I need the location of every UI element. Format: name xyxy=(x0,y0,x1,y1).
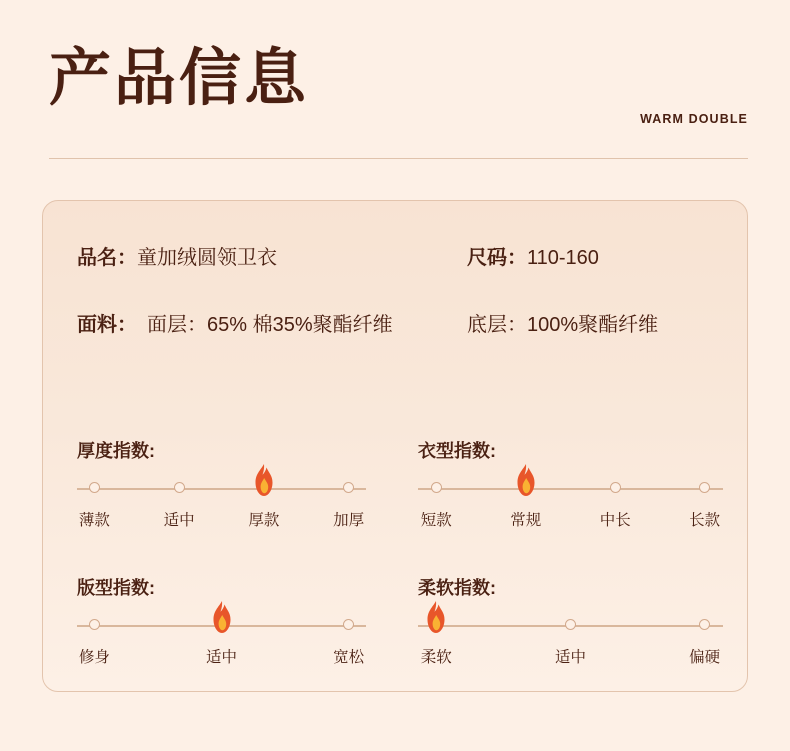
index-section xyxy=(77,437,723,711)
scale-label: 宽松 xyxy=(333,649,365,666)
page-title: 产品信息 xyxy=(49,44,310,113)
scale-label: 常规 xyxy=(510,512,542,529)
scale-label: 偏硬 xyxy=(689,649,721,666)
brand-subtitle: WARM DOUBLE xyxy=(640,112,748,126)
size-value: 110-160 xyxy=(527,247,599,269)
info-card xyxy=(42,200,748,692)
scale-dot[interactable] xyxy=(89,482,100,493)
fabric-inner-value: 底层：100%聚酯纤维 xyxy=(467,314,659,336)
scale-label: 适中 xyxy=(554,649,587,666)
index-scale xyxy=(77,479,366,499)
scale-label: 中长 xyxy=(599,512,631,529)
fabric-label: 面料： xyxy=(77,314,137,336)
scale-label: 适中 xyxy=(163,512,195,529)
header-divider xyxy=(49,158,748,159)
scale-label: 薄款 xyxy=(78,512,110,529)
index-title: 柔软指数: xyxy=(418,578,496,598)
scale-dot[interactable] xyxy=(610,482,621,493)
page-header xyxy=(42,0,748,168)
scale-label: 柔软 xyxy=(420,649,452,666)
scale-dot[interactable] xyxy=(431,482,442,493)
scale-dot[interactable] xyxy=(565,619,576,630)
scale-dot[interactable] xyxy=(343,619,354,630)
scale-dot[interactable] xyxy=(699,619,710,630)
index-block xyxy=(400,574,723,669)
flame-icon xyxy=(513,463,539,497)
scale-line xyxy=(418,488,723,490)
index-title: 厚度指数: xyxy=(77,441,155,461)
scale-dot[interactable] xyxy=(343,482,354,493)
scale-line xyxy=(77,488,366,490)
flame-icon xyxy=(423,600,449,634)
scale-dot[interactable] xyxy=(699,482,710,493)
size-label: 尺码： xyxy=(467,247,527,269)
index-title: 版型指数: xyxy=(77,578,155,598)
scale-label: 厚款 xyxy=(248,512,280,529)
scale-labels xyxy=(418,508,723,532)
flame-icon xyxy=(251,463,277,497)
spec-fabric-inner xyxy=(467,308,658,337)
spec-list xyxy=(77,241,717,375)
name-value: 童加绒圆领卫衣 xyxy=(137,247,277,269)
index-title: 衣型指数: xyxy=(418,441,496,461)
name-label: 品名： xyxy=(77,247,137,269)
scale-labels xyxy=(418,645,723,669)
scale-dot[interactable] xyxy=(174,482,185,493)
scale-label: 适中 xyxy=(205,649,238,666)
scale-label: 修身 xyxy=(78,649,110,666)
spec-row-name-size xyxy=(77,241,717,270)
index-block xyxy=(77,574,400,669)
index-scale xyxy=(77,616,366,636)
scale-label: 短款 xyxy=(420,512,452,529)
scale-labels xyxy=(77,645,366,669)
scale-label: 加厚 xyxy=(333,512,365,529)
scale-dot[interactable] xyxy=(89,619,100,630)
spec-fabric-outer xyxy=(77,308,467,337)
index-scale xyxy=(418,616,723,636)
scale-labels xyxy=(77,508,366,532)
flame-icon xyxy=(209,600,235,634)
index-grid xyxy=(77,437,723,711)
index-block xyxy=(400,437,723,532)
fabric-outer-value: 面层：65% 棉35%聚酯纤维 xyxy=(147,314,393,336)
spec-name xyxy=(77,241,467,270)
index-scale xyxy=(418,479,723,499)
scale-label: 长款 xyxy=(689,512,721,529)
index-block xyxy=(77,437,400,532)
spec-size xyxy=(467,241,599,270)
spec-row-fabric xyxy=(77,308,717,337)
